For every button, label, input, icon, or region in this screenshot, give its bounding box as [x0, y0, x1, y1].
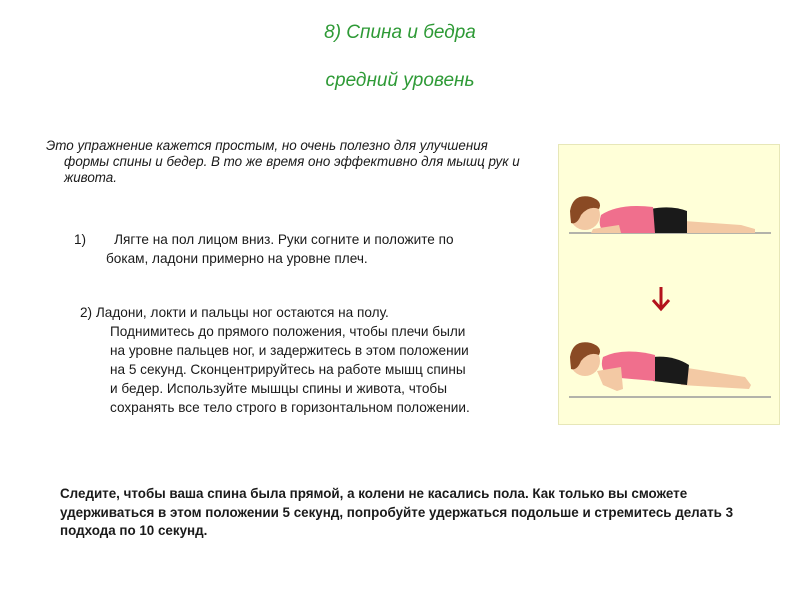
step-2-line-5: сохранять все тело строго в горизонтальном положении. — [110, 400, 470, 415]
step-2-line-4: и бедер. Используйте мышцы спины и живота, чтобы — [110, 381, 447, 396]
exercise-illustration — [558, 144, 780, 425]
page-subtitle: средний уровень — [325, 70, 475, 91]
step-1-text-line-2: бокам, ладони примерно на уровне плеч. — [106, 251, 368, 266]
step-1-text-line-1: Лягте на пол лицом вниз. Руки согните и положите по — [114, 232, 454, 247]
exercise-illustration-svg — [559, 145, 779, 424]
step-2-line-3: на 5 секунд. Сконцентрируйтесь на работе мышц спины — [110, 362, 466, 377]
page-title: 8) Спина и бедра — [324, 22, 476, 43]
down-arrow-icon — [653, 287, 669, 309]
person-plank-icon — [569, 342, 771, 397]
step-1-first-line — [74, 230, 524, 249]
step-2-first-line: 2) Ладони, локти и пальцы ног остаются на полу. — [80, 305, 389, 320]
step-1-number: 1) — [74, 232, 87, 247]
person-lying-icon — [569, 196, 771, 233]
intro-text: Это упражнение кажется простым, но очень полезно для улучшения формы спины и бедер. В то же время оно эффективно для мышц рук и живота. — [46, 138, 520, 185]
step-2-line-1: Поднимитесь до прямого положения, чтобы плечи были — [110, 324, 466, 339]
step-1 — [74, 230, 524, 268]
outro-text: Следите, чтобы ваша спина была прямой, а колени не касались пола. Как только вы сможете удерживаться в этом положении 5 секунд, попробуйте удержаться подольше и стремитесь делать 3 подхода по 10 секунд. — [60, 486, 734, 538]
step-2 — [80, 303, 530, 417]
step-2-line-2: на уровне пальцев ног, и задержитесь в этом положении — [110, 343, 469, 358]
